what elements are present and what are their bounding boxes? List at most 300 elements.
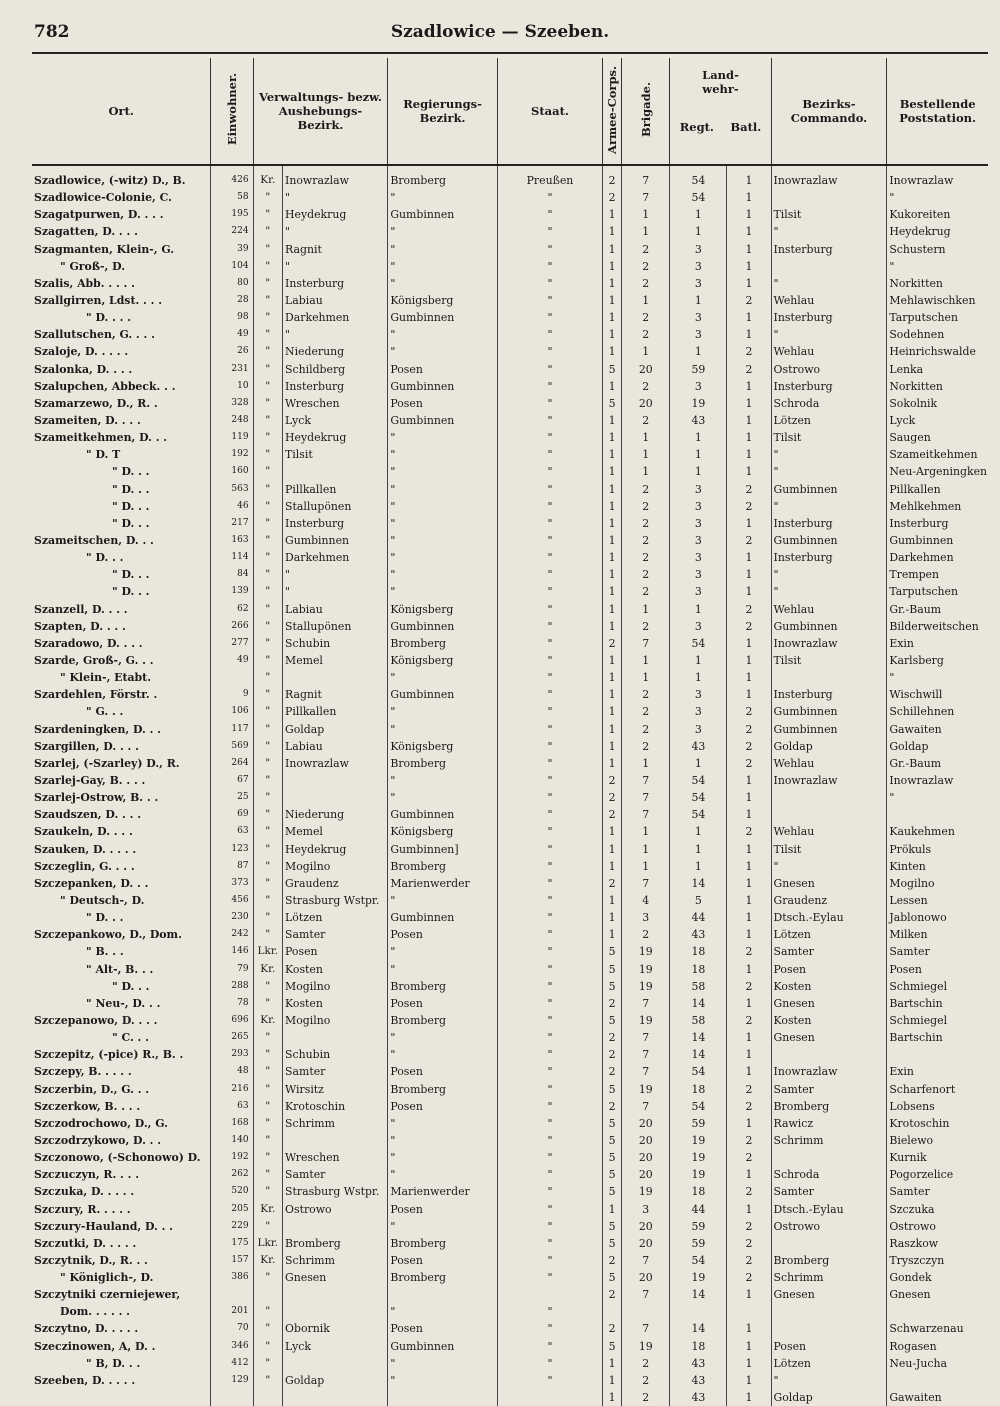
landwehr-regt-cell: 1 — [670, 446, 727, 463]
brigade-cell: 7 — [622, 189, 670, 206]
district-type-cell: " — [253, 978, 282, 995]
table-row — [32, 292, 988, 309]
landwehr-regt-cell: 43 — [670, 1389, 727, 1406]
district-type-cell: " — [253, 515, 282, 532]
brigade-cell: 1 — [622, 206, 670, 223]
population-cell: 520 — [211, 1183, 253, 1200]
staat-cell: " — [497, 343, 602, 360]
place-name-cell: Szarlej-Gay, B. . . . — [32, 772, 211, 789]
bezirks-kommando-cell: " — [771, 1372, 887, 1389]
landwehr-regt-cell: 19 — [670, 1149, 727, 1166]
district-name-cell — [283, 789, 388, 806]
brigade-cell: 19 — [622, 1338, 670, 1355]
table-row — [32, 1252, 988, 1269]
population-cell: 265 — [211, 1029, 253, 1046]
landwehr-regt-cell: 54 — [670, 772, 727, 789]
brigade-cell: 2 — [622, 1389, 670, 1406]
district-name-cell: Posen — [283, 943, 388, 960]
population-cell: 106 — [211, 703, 253, 720]
landwehr-regt-cell: 43 — [670, 412, 727, 429]
regierung-cell: Bromberg — [388, 635, 497, 652]
bezirks-kommando-cell: Bromberg — [771, 1252, 887, 1269]
place-name-cell: " D. . . — [32, 549, 211, 566]
staat-cell: " — [497, 429, 602, 446]
poststation-cell: Kaukehmen — [889, 825, 955, 839]
table-row — [32, 926, 988, 943]
population-cell: 262 — [211, 1166, 253, 1183]
bezirks-kommando-cell: Wehlau — [771, 755, 887, 772]
poststation-cell: Milken — [889, 928, 928, 942]
bezirks-kommando-cell: Insterburg — [771, 686, 887, 703]
poststation-cell — [887, 1372, 988, 1389]
bezirks-kommando-cell: Tilsit — [771, 206, 887, 223]
place-name-cell — [32, 1389, 211, 1406]
population-cell: 569 — [211, 738, 253, 755]
poststation-cell: Gawaiten — [889, 1391, 942, 1405]
staat-cell: " — [497, 1320, 602, 1337]
population-cell: 217 — [211, 515, 253, 532]
district-name-cell: Niederung — [283, 343, 388, 360]
landwehr-batl-cell: 2 — [727, 481, 771, 498]
landwehr-regt-cell: 3 — [670, 721, 727, 738]
table-row — [32, 241, 988, 258]
table-row — [32, 823, 988, 840]
district-name-cell — [283, 772, 388, 789]
poststation-cell: Lyck — [889, 414, 916, 428]
landwehr-batl-cell: 1 — [727, 1029, 771, 1046]
regierung-cell: Posen — [388, 1098, 497, 1115]
table-row — [32, 223, 988, 240]
poststation-cell: Mogilno — [889, 876, 935, 890]
district-type-cell: " — [253, 738, 282, 755]
landwehr-regt-cell: 43 — [670, 1355, 727, 1372]
district-name-cell: Lyck — [283, 1338, 388, 1355]
regierung-cell: " — [388, 772, 497, 789]
poststation-cell: " — [889, 259, 895, 273]
brigade-cell: 4 — [622, 892, 670, 909]
regierung-cell: " — [388, 1166, 497, 1183]
population-cell: 62 — [211, 601, 253, 618]
district-name-cell: Inowrazlaw — [283, 755, 388, 772]
table-row — [32, 1098, 988, 1115]
poststation-cell: Neu-Jucha — [889, 1356, 947, 1370]
landwehr-batl-cell: 1 — [727, 1355, 771, 1372]
population-cell: 9 — [211, 686, 253, 703]
table-row — [32, 498, 988, 515]
population-cell: 48 — [211, 1063, 253, 1080]
table-row — [32, 686, 988, 703]
brigade-cell: 2 — [622, 275, 670, 292]
district-type-cell: " — [253, 875, 282, 892]
brigade-cell: 1 — [622, 823, 670, 840]
armee-corps-cell: 1 — [603, 721, 622, 738]
landwehr-regt-cell: 54 — [670, 1098, 727, 1115]
landwehr-regt-cell: 1 — [670, 669, 727, 686]
armee-corps-cell: 1 — [603, 909, 622, 926]
brigade-cell: 1 — [622, 858, 670, 875]
population-cell: 80 — [211, 275, 253, 292]
header-landwehr — [670, 58, 771, 165]
district-type-cell: " — [253, 292, 282, 309]
armee-corps-cell: 1 — [603, 326, 622, 343]
armee-corps-cell: 5 — [603, 960, 622, 977]
poststation-cell: Norkitten — [889, 379, 943, 393]
district-name-cell: Memel — [283, 823, 388, 840]
landwehr-batl-cell: 1 — [727, 1320, 771, 1337]
district-name-cell — [283, 1029, 388, 1046]
district-type-cell: Lkr. — [253, 1235, 282, 1252]
table-row — [32, 721, 988, 738]
regierung-cell: Gumbinnen — [388, 378, 497, 395]
armee-corps-cell: 5 — [603, 1166, 622, 1183]
landwehr-batl-cell: 1 — [727, 1200, 771, 1217]
bezirks-kommando-cell — [771, 189, 887, 206]
armee-corps-cell: 1 — [603, 738, 622, 755]
place-name-cell: Szadlowice, (-witz) D., B. — [32, 165, 211, 189]
brigade-cell: 1 — [622, 601, 670, 618]
population-cell: 49 — [211, 326, 253, 343]
bezirks-kommando-cell: Inowrazlaw — [771, 635, 887, 652]
brigade-cell: 20 — [622, 1235, 670, 1252]
district-type-cell: " — [253, 1115, 282, 1132]
regierung-cell: " — [388, 429, 497, 446]
landwehr-regt-cell: 3 — [670, 515, 727, 532]
armee-corps-cell: 1 — [603, 412, 622, 429]
brigade-cell: 19 — [622, 943, 670, 960]
population-cell: 205 — [211, 1200, 253, 1217]
table-row — [32, 1183, 988, 1200]
district-name-cell: Ragnit — [283, 241, 388, 258]
armee-corps-cell: 2 — [603, 189, 622, 206]
poststation-cell — [887, 1046, 988, 1063]
regierung-cell: Königsberg — [388, 738, 497, 755]
district-type-cell: Kr. — [253, 1200, 282, 1217]
landwehr-batl-cell: 2 — [727, 943, 771, 960]
landwehr-batl-cell: 1 — [727, 429, 771, 446]
place-name-cell: Szameiten, D. . . . — [32, 412, 211, 429]
place-name-cell: Szapten, D. . . . — [32, 618, 211, 635]
header-einwohner: Einwohner. — [211, 58, 253, 165]
staat-cell: " — [497, 1166, 602, 1183]
landwehr-regt-cell: 3 — [670, 378, 727, 395]
place-name-cell: " Alt-, B. . . — [32, 960, 211, 977]
table-row — [32, 995, 988, 1012]
armee-corps-cell: 5 — [603, 1269, 622, 1286]
regierung-cell: Bromberg — [388, 1269, 497, 1286]
brigade-cell: 7 — [622, 772, 670, 789]
brigade-cell: 2 — [622, 498, 670, 515]
district-name-cell: Insterburg — [283, 275, 388, 292]
place-name-cell: " D. . . — [32, 583, 211, 600]
landwehr-regt-cell: 1 — [670, 463, 727, 480]
regierung-cell: " — [388, 1218, 497, 1235]
staat-cell: " — [497, 1012, 602, 1029]
place-name-cell: Szczury, R. . . . . — [32, 1200, 211, 1217]
regierung-cell: Posen — [388, 1252, 497, 1269]
population-cell: 140 — [211, 1132, 253, 1149]
district-name-cell: Labiau — [283, 601, 388, 618]
place-name-cell: " D. . . . — [32, 309, 211, 326]
landwehr-regt-cell: 14 — [670, 1320, 727, 1337]
landwehr-regt-cell: 3 — [670, 241, 727, 258]
district-name-cell: Kosten — [283, 995, 388, 1012]
staat-cell: Preußen — [497, 165, 602, 189]
brigade-cell: 1 — [622, 463, 670, 480]
brigade-cell: 2 — [622, 1355, 670, 1372]
place-name-cell: " D. . . — [32, 498, 211, 515]
armee-corps-cell: 1 — [603, 429, 622, 446]
brigade-cell: 19 — [622, 1183, 670, 1200]
armee-corps-cell: 1 — [603, 309, 622, 326]
place-name-cell: Szanzell, D. . . . — [32, 601, 211, 618]
header-rule — [32, 52, 988, 54]
table-row — [32, 806, 988, 823]
regierung-cell: " — [388, 498, 497, 515]
landwehr-regt-cell: 1 — [670, 429, 727, 446]
landwehr-regt-cell: 14 — [670, 1046, 727, 1063]
table-row — [32, 549, 988, 566]
brigade-cell: 7 — [622, 995, 670, 1012]
district-type-cell: Kr. — [253, 960, 282, 977]
population-cell: 346 — [211, 1338, 253, 1355]
district-name-cell: Schubin — [283, 1046, 388, 1063]
poststation-cell: Szczuka — [889, 1202, 935, 1216]
bezirks-kommando-cell — [771, 669, 887, 686]
landwehr-batl-cell: 1 — [727, 275, 771, 292]
poststation-cell: Gawaiten — [889, 722, 942, 736]
table-row — [32, 343, 988, 360]
brigade-cell: 2 — [622, 566, 670, 583]
place-name-cell: Szczepitz, (-pice) R., B. . — [32, 1046, 211, 1063]
armee-corps-cell: 1 — [603, 258, 622, 275]
staat-cell: " — [497, 601, 602, 618]
population-cell: 63 — [211, 1098, 253, 1115]
bezirks-kommando-cell: Inowrazlaw — [771, 165, 887, 189]
landwehr-regt-cell: 18 — [670, 943, 727, 960]
district-type-cell: " — [253, 1132, 282, 1149]
bezirks-kommando-cell — [771, 1303, 887, 1320]
place-name-cell: Szaudszen, D. . . . — [32, 806, 211, 823]
table-row — [32, 892, 988, 909]
bezirks-kommando-cell — [771, 806, 887, 823]
brigade-cell: 20 — [622, 1132, 670, 1149]
district-type-cell: " — [253, 669, 282, 686]
armee-corps-cell: 2 — [603, 165, 622, 189]
district-name-cell: Stallupönen — [283, 618, 388, 635]
poststation-cell: Inowrazlaw — [889, 174, 954, 188]
brigade-cell: 19 — [622, 960, 670, 977]
staat-cell: " — [497, 943, 602, 960]
population-cell: 293 — [211, 1046, 253, 1063]
district-type-cell: " — [253, 755, 282, 772]
place-name-cell: Szalis, Abb. . . . . — [32, 275, 211, 292]
brigade-cell: 2 — [622, 481, 670, 498]
table-row — [32, 772, 988, 789]
armee-corps-cell: 2 — [603, 1029, 622, 1046]
staat-cell: " — [497, 463, 602, 480]
armee-corps-cell: 5 — [603, 361, 622, 378]
place-name-cell: Szeeben, D. . . . . — [32, 1372, 211, 1389]
armee-corps-cell: 1 — [603, 292, 622, 309]
poststation-cell: Bilderweitschen — [889, 619, 979, 633]
table-row — [32, 1166, 988, 1183]
landwehr-regt-cell: 59 — [670, 1218, 727, 1235]
population-cell — [211, 1389, 253, 1406]
regierung-cell: " — [388, 258, 497, 275]
poststation-cell — [887, 806, 988, 823]
landwehr-regt-cell: 1 — [670, 292, 727, 309]
district-name-cell: Samter — [283, 1166, 388, 1183]
armee-corps-cell: 1 — [603, 703, 622, 720]
bezirks-kommando-cell: Posen — [771, 1338, 887, 1355]
landwehr-batl-cell: 2 — [727, 601, 771, 618]
landwehr-batl-cell: 2 — [727, 1098, 771, 1115]
landwehr-regt-cell: 59 — [670, 361, 727, 378]
population-cell: 248 — [211, 412, 253, 429]
poststation-cell: Goldap — [889, 739, 929, 753]
landwehr-regt-cell: 54 — [670, 189, 727, 206]
place-name-cell: Szagmanten, Klein-, G. — [32, 241, 211, 258]
brigade-cell: 7 — [622, 875, 670, 892]
table-row — [32, 309, 988, 326]
district-name-cell — [283, 1286, 388, 1303]
brigade-cell: 2 — [622, 515, 670, 532]
staat-cell: " — [497, 875, 602, 892]
district-name-cell: " — [283, 566, 388, 583]
regierung-cell: " — [388, 241, 497, 258]
place-name-cell: Szarlej, (-Szarley) D., R. — [32, 755, 211, 772]
place-name-cell: Szaukeln, D. . . . — [32, 823, 211, 840]
staat-cell: " — [497, 1098, 602, 1115]
poststation-cell: Norkitten — [889, 276, 943, 290]
brigade-cell: 7 — [622, 635, 670, 652]
population-cell — [211, 669, 253, 686]
landwehr-batl-cell: 1 — [727, 858, 771, 875]
district-type-cell: " — [253, 241, 282, 258]
landwehr-regt-cell: 3 — [670, 326, 727, 343]
place-name-cell: Szczerkow, B. . . . — [32, 1098, 211, 1115]
district-name-cell: Insterburg — [283, 515, 388, 532]
table-row — [32, 1218, 988, 1235]
district-type-cell: " — [253, 343, 282, 360]
place-name-cell: " B. . . — [32, 943, 211, 960]
place-name-cell: Szardeningken, D. . . — [32, 721, 211, 738]
district-type-cell: " — [253, 566, 282, 583]
landwehr-regt-cell: 3 — [670, 309, 727, 326]
brigade-cell: 2 — [622, 549, 670, 566]
district-type-cell: " — [253, 1166, 282, 1183]
landwehr-regt-cell: 3 — [670, 532, 727, 549]
staat-cell: " — [497, 772, 602, 789]
bezirks-kommando-cell: Gumbinnen — [771, 481, 887, 498]
poststation-cell: Sokolnik — [889, 396, 938, 410]
brigade-cell: 1 — [622, 292, 670, 309]
armee-corps-cell: 1 — [603, 1389, 622, 1406]
landwehr-batl-cell: 1 — [727, 1286, 771, 1303]
population-cell: 63 — [211, 823, 253, 840]
landwehr-regt-cell: 14 — [670, 995, 727, 1012]
regierung-cell: " — [388, 1355, 497, 1372]
regierung-cell: " — [388, 721, 497, 738]
place-name-cell: " D. . . — [32, 463, 211, 480]
staat-cell — [497, 1286, 602, 1303]
armee-corps-cell: 1 — [603, 1372, 622, 1389]
brigade-cell: 7 — [622, 1063, 670, 1080]
bezirks-kommando-cell: Lötzen — [771, 1355, 887, 1372]
population-cell: 157 — [211, 1252, 253, 1269]
poststation-cell: Gumbinnen — [889, 534, 954, 548]
population-cell: 195 — [211, 206, 253, 223]
staat-cell: " — [497, 309, 602, 326]
place-name-cell: Szameitschen, D. . . — [32, 532, 211, 549]
poststation-cell: Wischwill — [889, 688, 943, 702]
bezirks-kommando-cell: Rawicz — [771, 1115, 887, 1132]
landwehr-batl-cell: 2 — [727, 532, 771, 549]
armee-corps-cell: 1 — [603, 206, 622, 223]
landwehr-batl-cell: 1 — [727, 926, 771, 943]
landwehr-batl-cell — [727, 1303, 771, 1320]
bezirks-kommando-cell: Samter — [771, 1183, 887, 1200]
landwehr-batl-cell: 2 — [727, 1252, 771, 1269]
bezirks-kommando-cell: Tilsit — [771, 840, 887, 857]
table-row — [32, 1320, 988, 1337]
bezirks-kommando-cell: Insterburg — [771, 241, 887, 258]
brigade-cell: 1 — [622, 840, 670, 857]
armee-corps-cell: 1 — [603, 378, 622, 395]
page-number: 782 — [34, 22, 70, 42]
landwehr-regt-cell: 1 — [670, 755, 727, 772]
landwehr-batl-cell: 1 — [727, 686, 771, 703]
staat-cell: " — [497, 189, 602, 206]
bezirks-kommando-cell — [771, 258, 887, 275]
armee-corps-cell: 1 — [603, 275, 622, 292]
armee-corps-cell: 1 — [603, 532, 622, 549]
armee-corps-cell: 5 — [603, 1183, 622, 1200]
district-type-cell: " — [253, 1269, 282, 1286]
armee-corps-cell: 5 — [603, 1115, 622, 1132]
staat-cell: " — [497, 1235, 602, 1252]
regierung-cell: " — [388, 446, 497, 463]
table-row — [32, 1132, 988, 1149]
district-type-cell: " — [253, 823, 282, 840]
header-armee-corps: Armee-Corps. — [603, 58, 622, 165]
bezirks-kommando-cell: " — [771, 223, 887, 240]
header-brigade: Brigade. — [622, 58, 670, 165]
poststation-cell: Kurnik — [889, 1151, 927, 1165]
place-name-cell: Szallgirren, Ldst. . . . — [32, 292, 211, 309]
district-type-cell: " — [253, 601, 282, 618]
landwehr-regt-cell: 44 — [670, 909, 727, 926]
place-name-cell: Szczerbin, D., G. . . — [32, 1080, 211, 1097]
table-row — [32, 1063, 988, 1080]
brigade-cell: 20 — [622, 361, 670, 378]
population-cell: 266 — [211, 618, 253, 635]
brigade-cell: 2 — [622, 1372, 670, 1389]
population-cell: 456 — [211, 892, 253, 909]
poststation-cell: Gr.-Baum — [889, 602, 942, 616]
brigade-cell: 20 — [622, 1218, 670, 1235]
landwehr-regt-cell: 14 — [670, 1286, 727, 1303]
table-row — [32, 601, 988, 618]
place-name-cell: Szczytniki czerniejewer, — [32, 1286, 211, 1303]
landwehr-batl-cell: 1 — [727, 378, 771, 395]
population-cell: 10 — [211, 378, 253, 395]
district-type-cell: " — [253, 635, 282, 652]
bezirks-kommando-cell: Inowrazlaw — [771, 772, 887, 789]
landwehr-regt-cell: 44 — [670, 1200, 727, 1217]
armee-corps-cell: 1 — [603, 583, 622, 600]
staat-cell: " — [497, 703, 602, 720]
